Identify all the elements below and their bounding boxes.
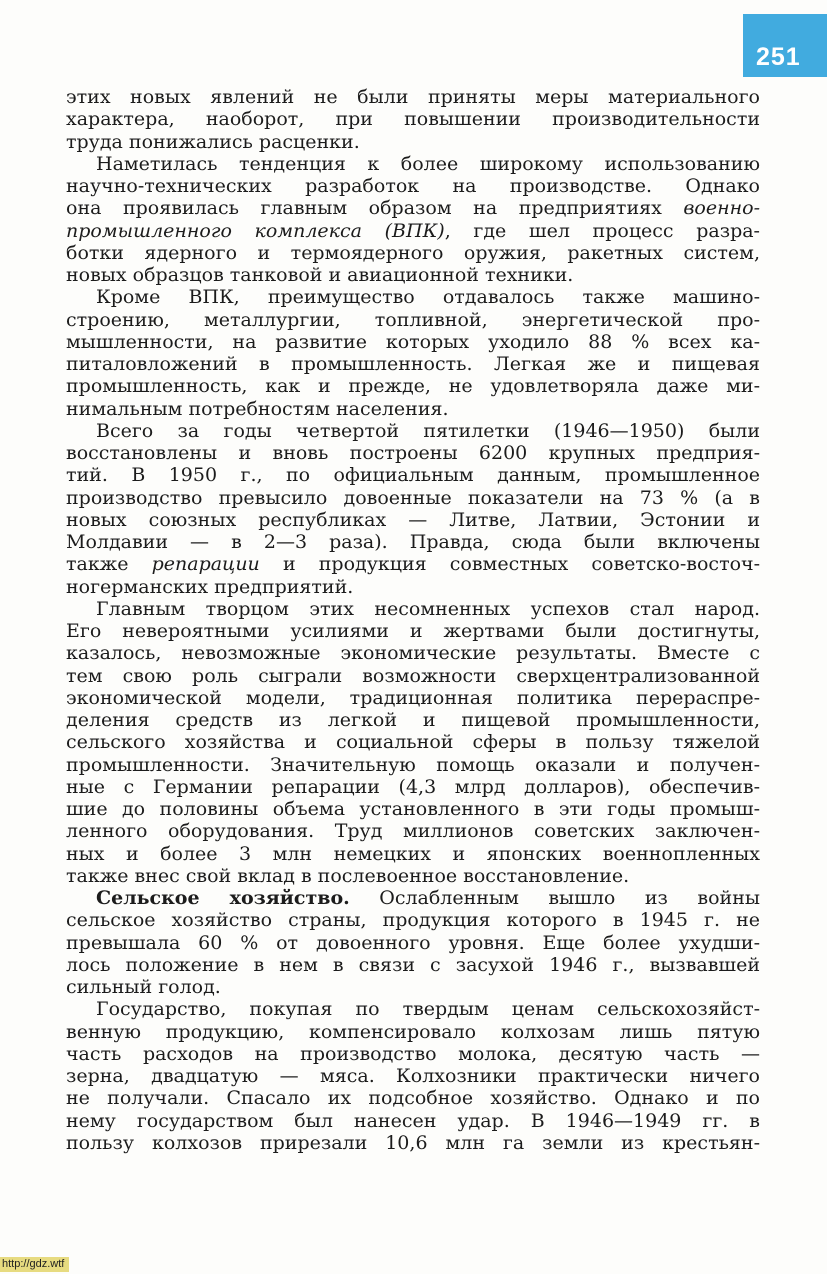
paragraph — [66, 998, 760, 1154]
text-line: Его невероятными усилиями и жертвами были достигнуты, — [66, 620, 760, 642]
text-line: ботки ядерного и термоядерного оружия, ракетных систем, — [66, 241, 760, 264]
text-line: превышала 60 % от довоенного уровня. Еще более ухудши- — [66, 931, 760, 954]
paragraph — [66, 153, 760, 287]
text-line: деления средств из легкой и пищевой промышленности, — [66, 709, 760, 731]
text-line: промышленности. Значительную помощь оказали и получен- — [66, 753, 760, 776]
text-line: тем свою роль сыграли возможности сверхцентрализованной — [66, 664, 760, 687]
text-line: часть расходов на производство молока, десятую часть — — [66, 1042, 760, 1065]
page-number: 251 — [756, 43, 801, 71]
text-line: лось положение в нем в связи с засухой 1946 г., вызвавшей — [66, 953, 760, 976]
text-line: также внес свой вклад в послевоенное восстановление. — [66, 864, 630, 887]
paragraph — [66, 887, 760, 998]
text-line: промышленность, как и прежде, не удовлетворяла даже ми- — [66, 375, 760, 398]
text-line: Молдавии — в 2—3 раза). Правда, сюда были включены — [66, 531, 760, 553]
page-number-badge — [743, 14, 827, 77]
text-line: производство превысило довоенные показатели на 73 % (а в — [66, 486, 760, 509]
text-line: экономической модели, традиционная политика перераспре- — [66, 686, 760, 709]
text-line: не получали. Спасало их подсобное хозяйство. Однако и по — [66, 1087, 760, 1110]
text-line: пользу колхозов прирезали 10,6 млн га земли из крестьян- — [66, 1131, 760, 1154]
paragraph — [66, 598, 760, 887]
text-line: мышленности, на развитие которых уходило 88 % всех ка- — [66, 330, 760, 353]
text-line: также репарации и продукция совместных советско-восточ- — [66, 553, 760, 576]
text-line: ных и более 3 млн немецких и японских военнопленных — [66, 842, 760, 865]
paragraph — [66, 286, 760, 420]
text-line: новых союзных республиках — Литве, Латвии, Эстонии и — [66, 508, 760, 531]
text-line: этих новых явлений не были приняты меры материального — [66, 86, 760, 108]
paragraph — [66, 420, 760, 598]
text-line: Всего за годы четвертой пятилетки (1946—1950) были — [96, 419, 760, 442]
text-line: зерна, двадцатую — мяса. Колхозники практически ничего — [66, 1065, 760, 1087]
text-line: сельского хозяйства и социальной сферы в пользу тяжелой — [66, 731, 760, 754]
text-line: труда понижались расценки. — [66, 130, 360, 153]
text-line: ногерманских предприятий. — [66, 575, 354, 598]
text-line: новых образцов танковой и авиационной техники. — [66, 264, 574, 286]
text-line: Государство, покупая по твердым ценам сельскохозяйст- — [96, 998, 760, 1021]
text-line: промышленного комплекса (ВПК), где шел процесс разра- — [66, 219, 760, 242]
text-line: тий. В 1950 г., по официальным данным, промышленное — [66, 464, 760, 487]
text-line: сельское хозяйство страны, продукция которого в 1945 г. не — [66, 909, 760, 932]
text-line: нимальным потребностям населения. — [66, 397, 449, 420]
text-line: шие до половины объема установленного в эти годы промыш- — [66, 798, 760, 820]
text-line: Главным творцом этих несомненных успехов стал народ. — [96, 597, 760, 620]
text-line: Кроме ВПК, преимущество отдавалось также машино- — [96, 286, 760, 309]
text-line: ные с Германии репарации (4,3 млрд долларов), обеспечив- — [66, 775, 760, 798]
text-line: Наметилась тенденция к более широкому использованию — [96, 152, 760, 175]
text-line: она проявилась главным образом на предприятиях военно- — [66, 197, 760, 220]
watermark: http://gdz.wtf — [0, 1257, 69, 1272]
text-line: питаловложений в промышленность. Легкая же и пищевая — [66, 353, 760, 375]
text-line: восстановлены и вновь построены 6200 крупных предприя- — [66, 442, 760, 464]
text-line: ленного оборудования. Труд миллионов советских заключен- — [66, 820, 760, 843]
text-line: Сельское хозяйство. Ослабленным вышло из войны — [96, 887, 760, 909]
text-line: казалось, невозможные экономические результаты. Вместе с — [66, 642, 760, 665]
text-line: венную продукцию, компенсировало колхозам лишь пятую — [66, 1020, 760, 1043]
text-line: характера, наоборот, при повышении производительности — [66, 108, 760, 131]
text-line: строению, металлургии, топливной, энергетической про- — [66, 308, 760, 331]
text-line: нему государством был нанесен удар. В 1946—1949 гг. в — [66, 1109, 760, 1132]
text-line: научно-технических разработок на производстве. Однако — [66, 175, 760, 197]
page-text — [66, 86, 760, 1154]
paragraph — [66, 86, 760, 153]
text-line: сильный голод. — [66, 976, 221, 998]
